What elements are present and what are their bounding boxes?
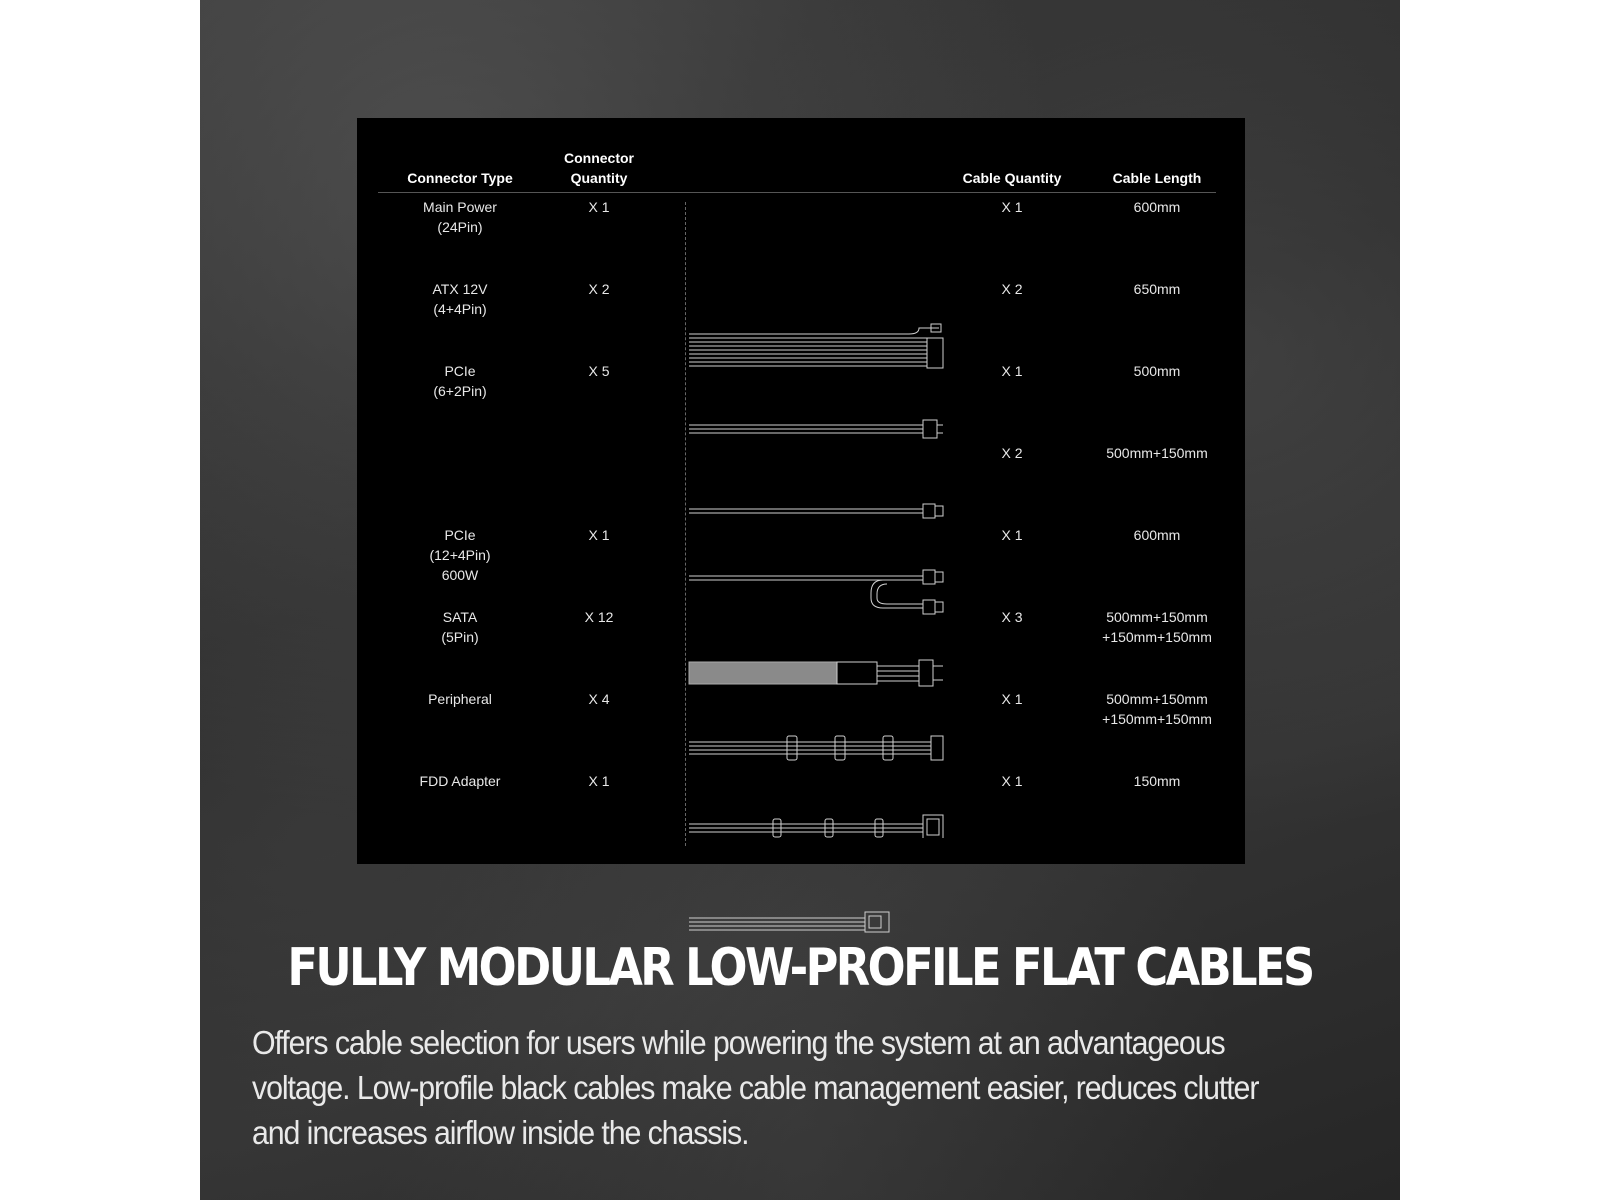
connector-type-cell: SATA (5Pin) <box>441 609 479 645</box>
cable-spec-table <box>357 118 1245 864</box>
atx-12v-cable-icon <box>689 420 943 438</box>
column-divider <box>685 202 686 846</box>
connector-qty-cell: X 2 <box>588 281 610 297</box>
cable-length-cell: 500mm+150mm <box>1106 445 1208 461</box>
connector-type-cell: Peripheral <box>428 691 492 707</box>
peripheral-cable-icon <box>689 815 943 838</box>
main-power-cable-icon <box>689 324 943 368</box>
header-connector-quantity: Connector Quantity <box>564 150 634 186</box>
cable-qty-cell: X 1 <box>1001 527 1023 543</box>
description-text: Offers cable selection for users while powering the system at an advantageous voltage. Low-profile black cables make cable management easier, reduces clutter and increases airflow inside the chassis. <box>252 1024 1259 1151</box>
cable-qty-cell: X 2 <box>1001 445 1023 461</box>
cable-length-cell: 500mm+150mm +150mm+150mm <box>1102 691 1212 727</box>
cable-length-cell: 600mm <box>1133 527 1181 543</box>
connector-qty-cell: X 1 <box>588 773 610 789</box>
headline: FULLY MODULAR LOW-PROFILE FLAT CABLES <box>287 938 1313 998</box>
cable-qty-cell: X 3 <box>1001 609 1023 625</box>
connector-qty-cell: X 12 <box>584 609 614 625</box>
connector-type-cell: PCIe (6+2Pin) <box>433 363 487 399</box>
cable-length-cell: 650mm <box>1133 281 1181 297</box>
cable-length-cell: 150mm <box>1133 773 1181 789</box>
cable-illustrations <box>687 198 957 838</box>
sata-cable-icon <box>689 736 943 760</box>
connector-qty-cell: X 4 <box>588 691 610 707</box>
cable-qty-cell: X 1 <box>1001 773 1023 789</box>
header-rule <box>378 192 1216 193</box>
cable-qty-cell: X 1 <box>1001 199 1023 215</box>
connector-type-cell: FDD Adapter <box>419 773 501 789</box>
pcie-cable-icon <box>689 504 943 518</box>
background-panel <box>200 0 1400 1200</box>
connector-type-cell: ATX 12V (4+4Pin) <box>432 281 488 317</box>
connector-type-cell: Main Power (24Pin) <box>423 199 497 235</box>
pcie-12vhpwr-cable-icon <box>689 660 943 686</box>
cable-length-cell: 500mm <box>1133 363 1181 379</box>
connector-qty-cell: X 5 <box>588 363 610 379</box>
connector-qty-cell: X 1 <box>588 199 610 215</box>
cable-qty-cell: X 2 <box>1001 281 1023 297</box>
header-cable-length: Cable Length <box>1112 170 1202 186</box>
header-connector-type: Connector Type <box>407 170 513 186</box>
connector-qty-cell: X 1 <box>588 527 610 543</box>
cable-qty-cell: X 1 <box>1001 691 1023 707</box>
pcie-split-cable-icon <box>689 570 943 614</box>
connector-type-cell: PCIe (12+4Pin) 600W <box>429 527 491 583</box>
cable-length-cell: 600mm <box>1133 199 1181 215</box>
cable-length-cell: 500mm+150mm +150mm+150mm <box>1102 609 1212 645</box>
header-cable-quantity: Cable Quantity <box>962 170 1062 186</box>
cable-qty-cell: X 1 <box>1001 363 1023 379</box>
